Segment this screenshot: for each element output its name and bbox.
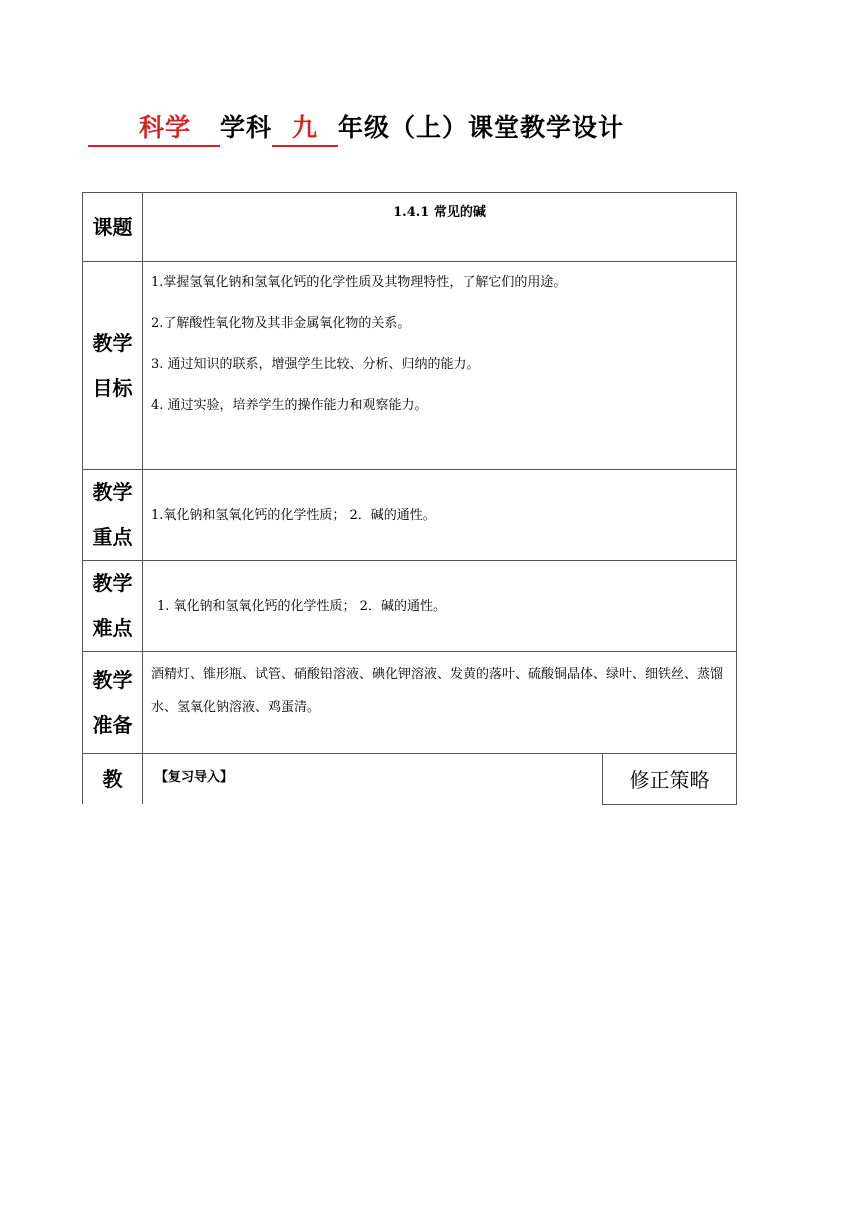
preparation-cell — [143, 652, 737, 754]
process-label: 教 — [83, 754, 143, 805]
grade-blank: 九 — [272, 111, 338, 147]
topic-label: 课题 — [83, 193, 143, 262]
key-points-label-line2: 重点 — [92, 525, 133, 549]
goals-row — [83, 262, 737, 470]
key-points-label-line1: 教学 — [92, 480, 133, 504]
review-section-heading: 【复习导入】 — [155, 770, 234, 785]
key-points-value: 1.氧化钠和氢氧化钙的化学性质； 2．碱的通性。 — [151, 508, 436, 523]
document-title — [88, 108, 624, 147]
preparation-label-line2: 准备 — [92, 712, 133, 737]
lesson-plan-table — [82, 192, 737, 805]
key-points-cell — [143, 470, 737, 561]
topic-cell — [143, 193, 737, 262]
preparation-label-line1: 教学 — [92, 667, 133, 692]
difficulties-label-line1: 教学 — [92, 571, 133, 595]
goal-item: 1.掌握氢氧化钠和氢氧化钙的化学性质及其物理特性，了解它们的用途。 — [151, 275, 567, 290]
strategy-header: 修正策略 — [603, 754, 737, 805]
subject-blank: 科学 — [88, 111, 220, 147]
preparation-row — [83, 652, 737, 754]
topic-row — [83, 193, 737, 262]
goal-item: 2.了解酸性氧化物及其非金属氧化物的关系。 — [151, 316, 411, 331]
goal-item: 3. 通过知识的联系，增强学生比较、分析、归纳的能力。 — [151, 357, 480, 372]
subject-suffix: 学科 — [220, 113, 273, 142]
difficulties-value: 1. 氧化钠和氢氧化钙的化学性质； 2．碱的通性。 — [157, 599, 446, 614]
goals-cell — [143, 262, 737, 470]
difficulties-label-line2: 难点 — [92, 616, 133, 640]
topic-value: 1.4.1 常见的碱 — [393, 205, 486, 220]
goal-item: 4. 通过实验，培养学生的操作能力和观察能力。 — [151, 398, 428, 413]
process-row — [83, 754, 737, 805]
goals-label — [83, 262, 143, 470]
preparation-label — [83, 652, 143, 754]
goals-label-line1: 教学 — [92, 330, 133, 355]
goals-label-line2: 目标 — [92, 375, 133, 400]
difficulties-cell — [143, 561, 737, 652]
title-rest: 年级（上）课堂教学设计 — [338, 113, 625, 142]
difficulties-label — [83, 561, 143, 652]
key-points-row — [83, 470, 737, 561]
process-cell — [143, 754, 603, 805]
preparation-value: 酒精灯、锥形瓶、试管、硝酸铅溶液、碘化钾溶液、发黄的落叶、硫酸铜晶体、绿叶、细铁丝、蒸馏水、氢氧化钠溶液、鸡蛋清。 — [151, 667, 724, 715]
key-points-label — [83, 470, 143, 561]
difficulties-row — [83, 561, 737, 652]
